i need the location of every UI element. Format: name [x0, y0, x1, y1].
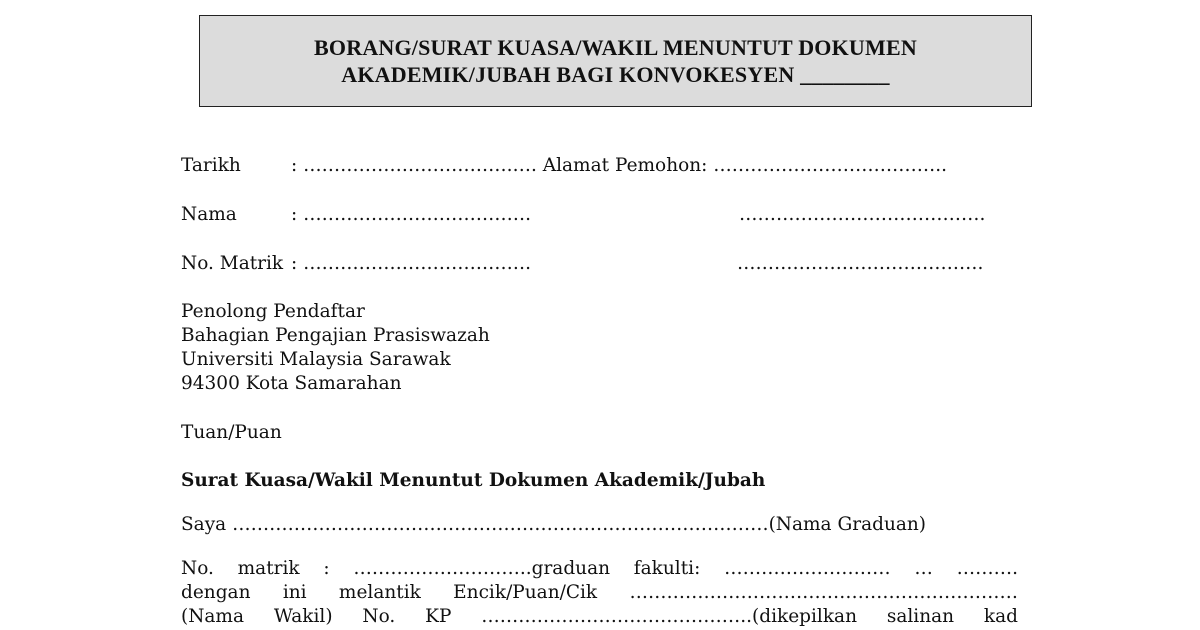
letter-subject: Surat Kuasa/Wakil Menuntut Dokumen Akademik/Jubah — [181, 470, 766, 491]
form-title-box — [199, 15, 1032, 107]
tarikh-field: : …………………………….…. Alamat Pemohon: ……………………………….. — [291, 155, 948, 176]
body-word: salinan — [886, 606, 955, 627]
body-word: kad — [983, 606, 1018, 627]
address-line-2: …………………………………. — [739, 204, 986, 225]
body-word: ini — [282, 582, 307, 603]
nama-field: : ………………………………. — [291, 204, 531, 225]
body-word: fakulti: — [633, 558, 701, 579]
saya-line: Saya ……………………………………………………………………………(Nama Graduan) — [181, 514, 927, 535]
recipient-line-2: Bahagian Pengajian Prasiswazah — [181, 325, 490, 346]
body-word: Encik/Puan/Cik — [453, 582, 598, 603]
body-word: melantik — [338, 582, 421, 603]
body-word: ……………………… — [724, 558, 891, 579]
matrik-label: No. Matrik — [181, 253, 284, 274]
tarikh-label: Tarikh — [181, 155, 241, 176]
body-line-4 — [181, 605, 1018, 629]
form-title-line-2: AKADEMIK/JUBAH BAGI KONVOKESYEN ________ — [341, 62, 890, 87]
body-word: : — [323, 558, 330, 579]
recipient-line-3: Universiti Malaysia Sarawak — [181, 349, 451, 370]
body-word: No. — [181, 558, 214, 579]
body-word: … — [914, 558, 933, 579]
recipient-line-1: Penolong Pendaftar — [181, 301, 365, 322]
body-word: No. — [362, 606, 396, 627]
body-word: KP — [425, 606, 452, 627]
body-word: ………………………..graduan — [353, 558, 611, 579]
form-title-line-1: BORANG/SURAT KUASA/WAKIL MENUNTUT DOKUMEN — [314, 35, 917, 60]
body-line-3 — [181, 581, 1018, 605]
body-word: (Nama — [181, 606, 245, 627]
body-word: Wakil) — [273, 606, 333, 627]
address-line-3: …………………………………. — [737, 253, 984, 274]
salutation: Tuan/Puan — [181, 422, 282, 443]
recipient-line-4: 94300 Kota Samarahan — [181, 373, 402, 394]
matrik-field: : ………………………………. — [291, 253, 531, 274]
body-word: dengan — [181, 582, 251, 603]
body-word: ………. — [956, 558, 1018, 579]
body-word: ……………………………………………………… — [629, 582, 1018, 603]
nama-label: Nama — [181, 204, 237, 225]
body-line-2 — [181, 557, 1018, 581]
body-word: ……………………………………..(dikepilkan — [481, 606, 857, 627]
body-word: matrik — [237, 558, 300, 579]
